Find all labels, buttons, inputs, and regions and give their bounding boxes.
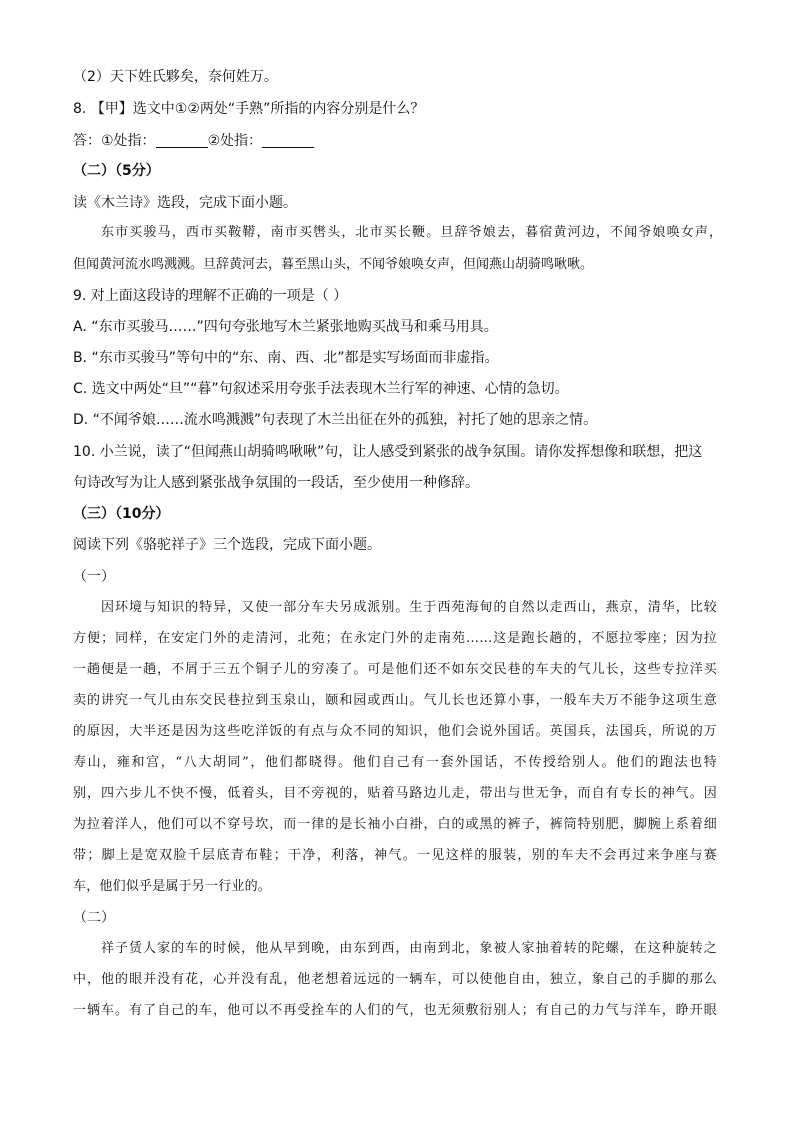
q8-answer-line [73, 130, 723, 152]
prose-line: 的原因，大半还是因为这些吃洋饭的有点与众不同的知识，他们会说外国话。英国兵，法国兵，所说的万 [73, 724, 717, 739]
question-10-line: 句诗改写为让人感到紧张战争氛围的一段话，至少使用一种修辞。 [73, 475, 479, 491]
prose-line: 方便；同样，在安定门外的走清河，北苑；在永定门外的走南苑……这是跑长趟的，不愿拉零座；因为拉 [73, 631, 717, 646]
part-2-label: （二） [73, 910, 115, 926]
question-10-line: 10. 小兰说，读了“但闻燕山胡骑鸣啾啾”句，让人感受到紧张的战争氛围。请你发挥想像和联想，把这 [73, 444, 703, 460]
option-c: C. 选文中两处“旦”“暮”句叙述采用夸张手法表现木兰行军的神速、心情的急切。 [73, 381, 569, 397]
prose-line: 祥子赁人家的车的时候，他从早到晚，由东到西，由南到北，象被人家抽着转的陀螺，在这种旋转之 [101, 941, 717, 956]
prose-line: 一趟便是一趟，不屑于三五个铜子儿的穷凑了。可是他们还不如东交民巷的车夫的气儿长，这些专拉洋买 [73, 662, 717, 677]
prose-line: 卖的讲究一气儿由东交民巷拉到玉泉山，颐和园或西山。气儿长也还算小事，一般车夫万不能争这项生意 [73, 693, 717, 708]
section-3-heading: （三）（10分） [73, 506, 170, 522]
q7-item-2: （2）天下姓氏夥矣，奈何姓万。 [73, 69, 278, 85]
option-a: A. “东市买骏马……”四句夸张地写木兰紧张地购买战马和乘马用具。 [73, 319, 498, 335]
prose-line: 因环境与知识的特异，又使一部分车夫另成派别。生于西苑海甸的自然以走西山，燕京，清华，比较 [101, 600, 717, 615]
q8-answer-mid: ②处指： [207, 133, 263, 149]
question-9: 9. 对上面这段诗的理解不正确的一项是（ ） [73, 288, 348, 304]
prose-line: 寿山，雍和宫，“八大胡同”，他们都晓得。他们自己有一套外国话，不传授给别人。他们的跑法也特 [73, 755, 717, 770]
poem-line: 但闻黄河流水鸣溅溅。旦辞黄河去，暮至黑山头，不闻爷娘唤女声，但闻燕山胡骑鸣啾啾。 [73, 257, 594, 272]
part-1-label: （一） [73, 569, 115, 585]
option-b: B. “东市买骏马”等句中的“东、南、西、北”都是实写场面而非虚指。 [73, 350, 499, 366]
section-2-intro: 读《木兰诗》选段，完成下面小题。 [73, 195, 297, 211]
q8-answer-prefix: 答：①处指： [73, 133, 156, 149]
section-2-heading: （二）（5分） [73, 163, 160, 179]
answer-blank-2[interactable] [262, 133, 314, 148]
question-8: 8. 【甲】选文中①②两处“手熟”所指的内容分别是什么？ [73, 101, 425, 117]
prose-line: 一辆车。有了自己的车，他可以不再受拴车的人们的气，也无须敷衍别人；有自己的力气与洋车，睁开眼 [73, 1003, 717, 1018]
prose-line: 中，他的眼并没有花，心并没有乱，他老想着远远的一辆车，可以使他自由，独立，象自己的手脚的那么 [73, 972, 717, 987]
option-d: D. “不闻爷娘……流水鸣溅溅”句表现了木兰出征在外的孤独，衬托了她的思亲之情。 [73, 412, 598, 428]
prose-line: 车，他们似乎是属于另一行业的。 [73, 879, 272, 894]
section-3-intro: 阅读下列《骆驼祥子》三个选段，完成下面小题。 [73, 537, 381, 553]
poem-line: 东市买骏马，西市买鞍鞯，南市买辔头，北市买长鞭。旦辞爷娘去，暮宿黄河边，不闻爷娘唤女声， [101, 225, 722, 240]
answer-blank-1[interactable] [156, 133, 208, 148]
prose-line: 别，四六步儿不快不慢，低着头，目不旁视的，贴着马路边儿走，带出与世无争，而自有专长的神气。因 [73, 786, 717, 801]
prose-line: 带；脚上是宽双脸千层底青布鞋；干净，利落，神气。一见这样的服装，别的车夫不会再过来争座与赛 [73, 848, 717, 863]
prose-line: 为拉着洋人，他们可以不穿号坎，而一律的是长袖小白褂，白的或黑的裤子，裤筒特别肥，脚腕上系着细 [73, 817, 717, 832]
